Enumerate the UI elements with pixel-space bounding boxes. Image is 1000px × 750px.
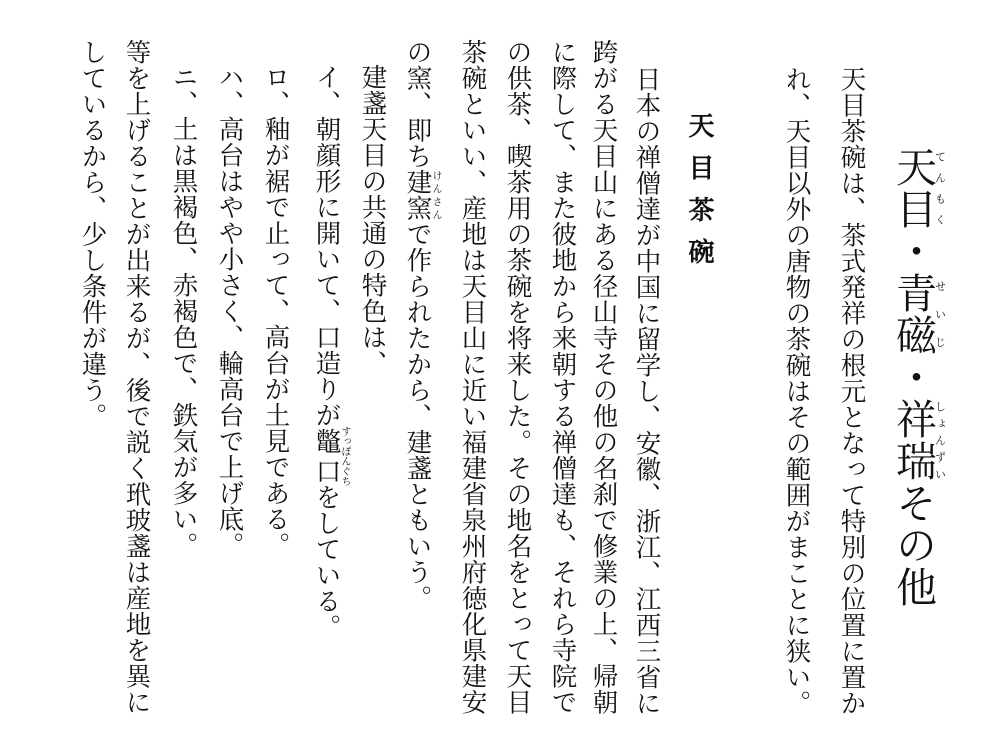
body-line-5: 茶碗といい、産地は天目山に近い福建省泉州府徳化県建安 bbox=[457, 39, 488, 715]
title-ruby-seiji: せいじ bbox=[933, 272, 947, 356]
suppon-guchi-ruby: すっぽんぐち bbox=[339, 426, 350, 486]
body-line-4: の供茶、喫茶用の茶碗を将来した。その地名をとって天目 bbox=[502, 39, 533, 715]
body-line-13: しているから、少し条件が違う。 bbox=[77, 39, 108, 429]
intro-line-1: 天目茶碗は、茶式発祥の根元となって特別の位置に置か bbox=[836, 66, 867, 716]
title-part-tenmoku: 天目てんもく bbox=[889, 146, 947, 230]
body-line-7: 建盞天目の共通の特色は、 bbox=[357, 64, 388, 376]
body-line-6: の窯、即ち建窯けんさんで作られたから、建盞ともいう。 bbox=[402, 39, 441, 611]
title-separator: ・ bbox=[889, 230, 937, 272]
body-line-2: 跨がる天目山にある径山寺その他の名刹で修業の上、帰朝 bbox=[588, 39, 619, 715]
list-item-ro: ロ、釉が裾で止って、高台が土見である。 bbox=[260, 64, 291, 558]
body-line-3: に際して、また彼地から来朝する禅僧達も、それら寺院で bbox=[547, 39, 578, 715]
kiln-term: 建窯けんさん bbox=[402, 169, 441, 221]
list-item-i: イ、朝顔形に開いて、口造りが鼈口すっぽんぐちをしている。 bbox=[311, 64, 350, 640]
page-title bbox=[889, 146, 947, 608]
title-ruby-tenmoku: てんもく bbox=[933, 146, 947, 230]
list-item-ni: ニ、土は黒褐色、赤褐色で、鉄気が多い。 bbox=[168, 64, 199, 558]
title-part-shonzui: 祥瑞しょんずい bbox=[889, 398, 947, 482]
suppon-guchi-term: 鼈口すっぽんぐち bbox=[311, 426, 350, 486]
title-separator: ・ bbox=[889, 356, 937, 398]
title-part-sonota: その他 bbox=[889, 482, 937, 608]
body-line-1: 日本の禅僧達が中国に留学し、安徽、浙江、江西三省に bbox=[631, 66, 662, 716]
list-item-ha: ハ、高台はやや小さく、輪高台で上げ底。 bbox=[214, 64, 245, 558]
body-line-12: 等を上げることが出来るが、後で説く玳玻盞は産地を異に bbox=[121, 39, 152, 715]
title-ruby-shonzui: しょんずい bbox=[933, 398, 947, 482]
title-part-seiji: 青磁せいじ bbox=[889, 272, 947, 356]
intro-line-2: れ、天目以外の唐物の茶碗はその範囲がまことに狭い。 bbox=[781, 66, 812, 716]
section-heading: 天目茶碗 bbox=[684, 112, 714, 280]
kiln-term-ruby: けんさん bbox=[430, 169, 441, 221]
